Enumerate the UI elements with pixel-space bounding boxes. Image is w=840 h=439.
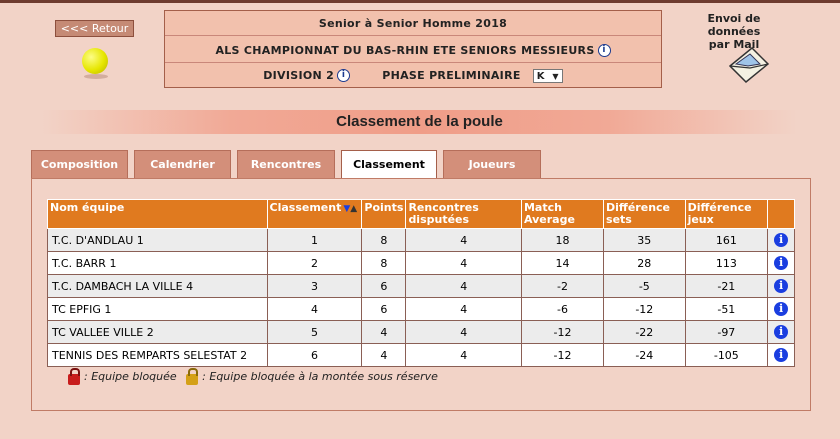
- header-team[interactable]: Nom équipe: [48, 200, 268, 229]
- section-title: Classement de la poule: [42, 110, 797, 134]
- team-name[interactable]: TC EPFIG 1: [48, 298, 268, 321]
- match-average-value: 14: [521, 252, 603, 275]
- back-button[interactable]: <<< Retour: [55, 20, 134, 37]
- mail-label-line1: Envoi de données: [707, 12, 761, 38]
- games-difference-value: -21: [685, 275, 768, 298]
- match-average-value: 18: [521, 229, 603, 252]
- sets-difference-value: -24: [604, 344, 686, 367]
- team-name[interactable]: T.C. BARR 1: [48, 252, 268, 275]
- rank-value: 1: [267, 229, 362, 252]
- games-difference-value: 161: [685, 229, 768, 252]
- division-label: DIVISION 2: [263, 69, 335, 82]
- table-row: [48, 275, 795, 298]
- points-value: 8: [362, 229, 406, 252]
- info-icon[interactable]: i: [774, 279, 788, 293]
- competition-category: Senior à Senior Homme 2018: [318, 17, 508, 30]
- header-divider: [165, 62, 661, 63]
- sets-difference-value: -22: [604, 321, 686, 344]
- info-icon[interactable]: i: [774, 302, 788, 316]
- legend-locked: : Equipe bloquée: [84, 370, 177, 383]
- rank-value: 2: [267, 252, 362, 275]
- table-row: [48, 252, 795, 275]
- ranking-table: [47, 199, 795, 367]
- gold-lock-icon: [186, 374, 198, 385]
- sets-difference-value: -12: [604, 298, 686, 321]
- info-cell: [768, 298, 795, 321]
- points-value: 6: [362, 275, 406, 298]
- division-row: [165, 69, 661, 83]
- tab-classement[interactable]: Classement: [341, 150, 437, 180]
- competition-header: [164, 10, 662, 88]
- table-header-row: [48, 200, 795, 229]
- sets-difference-value: 28: [604, 252, 686, 275]
- points-value: 6: [362, 298, 406, 321]
- team-name[interactable]: TENNIS DES REMPARTS SELESTAT 2: [48, 344, 268, 367]
- games-difference-value: -51: [685, 298, 768, 321]
- played-value: 4: [406, 252, 522, 275]
- team-name[interactable]: TC VALLEE VILLE 2: [48, 321, 268, 344]
- rank-value: 3: [267, 275, 362, 298]
- sets-difference-value: 35: [604, 229, 686, 252]
- poule-select[interactable]: [533, 69, 563, 83]
- team-name[interactable]: T.C. D'ANDLAU 1: [48, 229, 268, 252]
- header-match-average[interactable]: Match Average: [521, 200, 603, 229]
- division-info-icon[interactable]: i: [337, 69, 350, 82]
- rank-value: 6: [267, 344, 362, 367]
- tab-composition[interactable]: Composition: [31, 150, 128, 178]
- tab-calendrier[interactable]: Calendrier: [134, 150, 231, 178]
- header-sets-difference[interactable]: Différence sets: [604, 200, 686, 229]
- games-difference-value: 113: [685, 252, 768, 275]
- championship-info-icon[interactable]: i: [598, 44, 611, 57]
- played-value: 4: [406, 229, 522, 252]
- points-value: 4: [362, 321, 406, 344]
- info-icon[interactable]: i: [774, 256, 788, 270]
- info-cell: [768, 229, 795, 252]
- table-row: [48, 321, 795, 344]
- played-value: 4: [406, 321, 522, 344]
- played-value: 4: [406, 298, 522, 321]
- tab-joueurs[interactable]: Joueurs: [443, 150, 541, 178]
- info-cell: [768, 275, 795, 298]
- info-cell: [768, 344, 795, 367]
- chevron-down-icon: ▼: [552, 72, 559, 81]
- poule-select-value: K: [536, 71, 545, 82]
- sort-icon[interactable]: ▼▲: [343, 204, 358, 214]
- rank-value: 4: [267, 298, 362, 321]
- table-row: [48, 229, 795, 252]
- header-divider: [165, 35, 661, 36]
- info-cell: [768, 321, 795, 344]
- info-icon[interactable]: i: [774, 348, 788, 362]
- table-row: [48, 298, 795, 321]
- mail-label-line2: par Mail: [708, 38, 760, 51]
- match-average-value: -6: [521, 298, 603, 321]
- rank-value: 5: [267, 321, 362, 344]
- top-bar: [0, 0, 840, 3]
- envelope-icon[interactable]: [726, 44, 772, 84]
- info-icon[interactable]: i: [774, 325, 788, 339]
- match-average-value: -12: [521, 321, 603, 344]
- championship-row: [165, 44, 661, 57]
- tennis-ball-icon: [82, 48, 108, 74]
- match-average-value: -2: [521, 275, 603, 298]
- header-games-difference[interactable]: Différence jeux: [685, 200, 768, 229]
- games-difference-value: -105: [685, 344, 768, 367]
- red-lock-icon: [68, 374, 80, 385]
- championship-name: ALS CHAMPIONNAT DU BAS-RHIN ETE SENIORS MESSIEURS: [215, 44, 595, 57]
- played-value: 4: [406, 275, 522, 298]
- table-row: [48, 344, 795, 367]
- points-value: 8: [362, 252, 406, 275]
- sets-difference-value: -5: [604, 275, 686, 298]
- tennis-ball-shadow: [84, 74, 108, 79]
- info-icon[interactable]: i: [774, 233, 788, 247]
- header-rank[interactable]: Classement ▼▲: [267, 200, 362, 229]
- tab-rencontres[interactable]: Rencontres: [237, 150, 335, 178]
- legend-locked-promotion: : Equipe bloquée à la montée sous réserve: [202, 370, 438, 383]
- points-value: 4: [362, 344, 406, 367]
- phase-label: PHASE PRELIMINAIRE: [382, 69, 521, 82]
- match-average-value: -12: [521, 344, 603, 367]
- header-info: [768, 200, 795, 229]
- header-played[interactable]: Rencontres disputées: [406, 200, 522, 229]
- team-name[interactable]: T.C. DAMBACH LA VILLE 4: [48, 275, 268, 298]
- lock-legend: [68, 370, 438, 383]
- info-cell: [768, 252, 795, 275]
- games-difference-value: -97: [685, 321, 768, 344]
- played-value: 4: [406, 344, 522, 367]
- header-points[interactable]: Points: [362, 200, 406, 229]
